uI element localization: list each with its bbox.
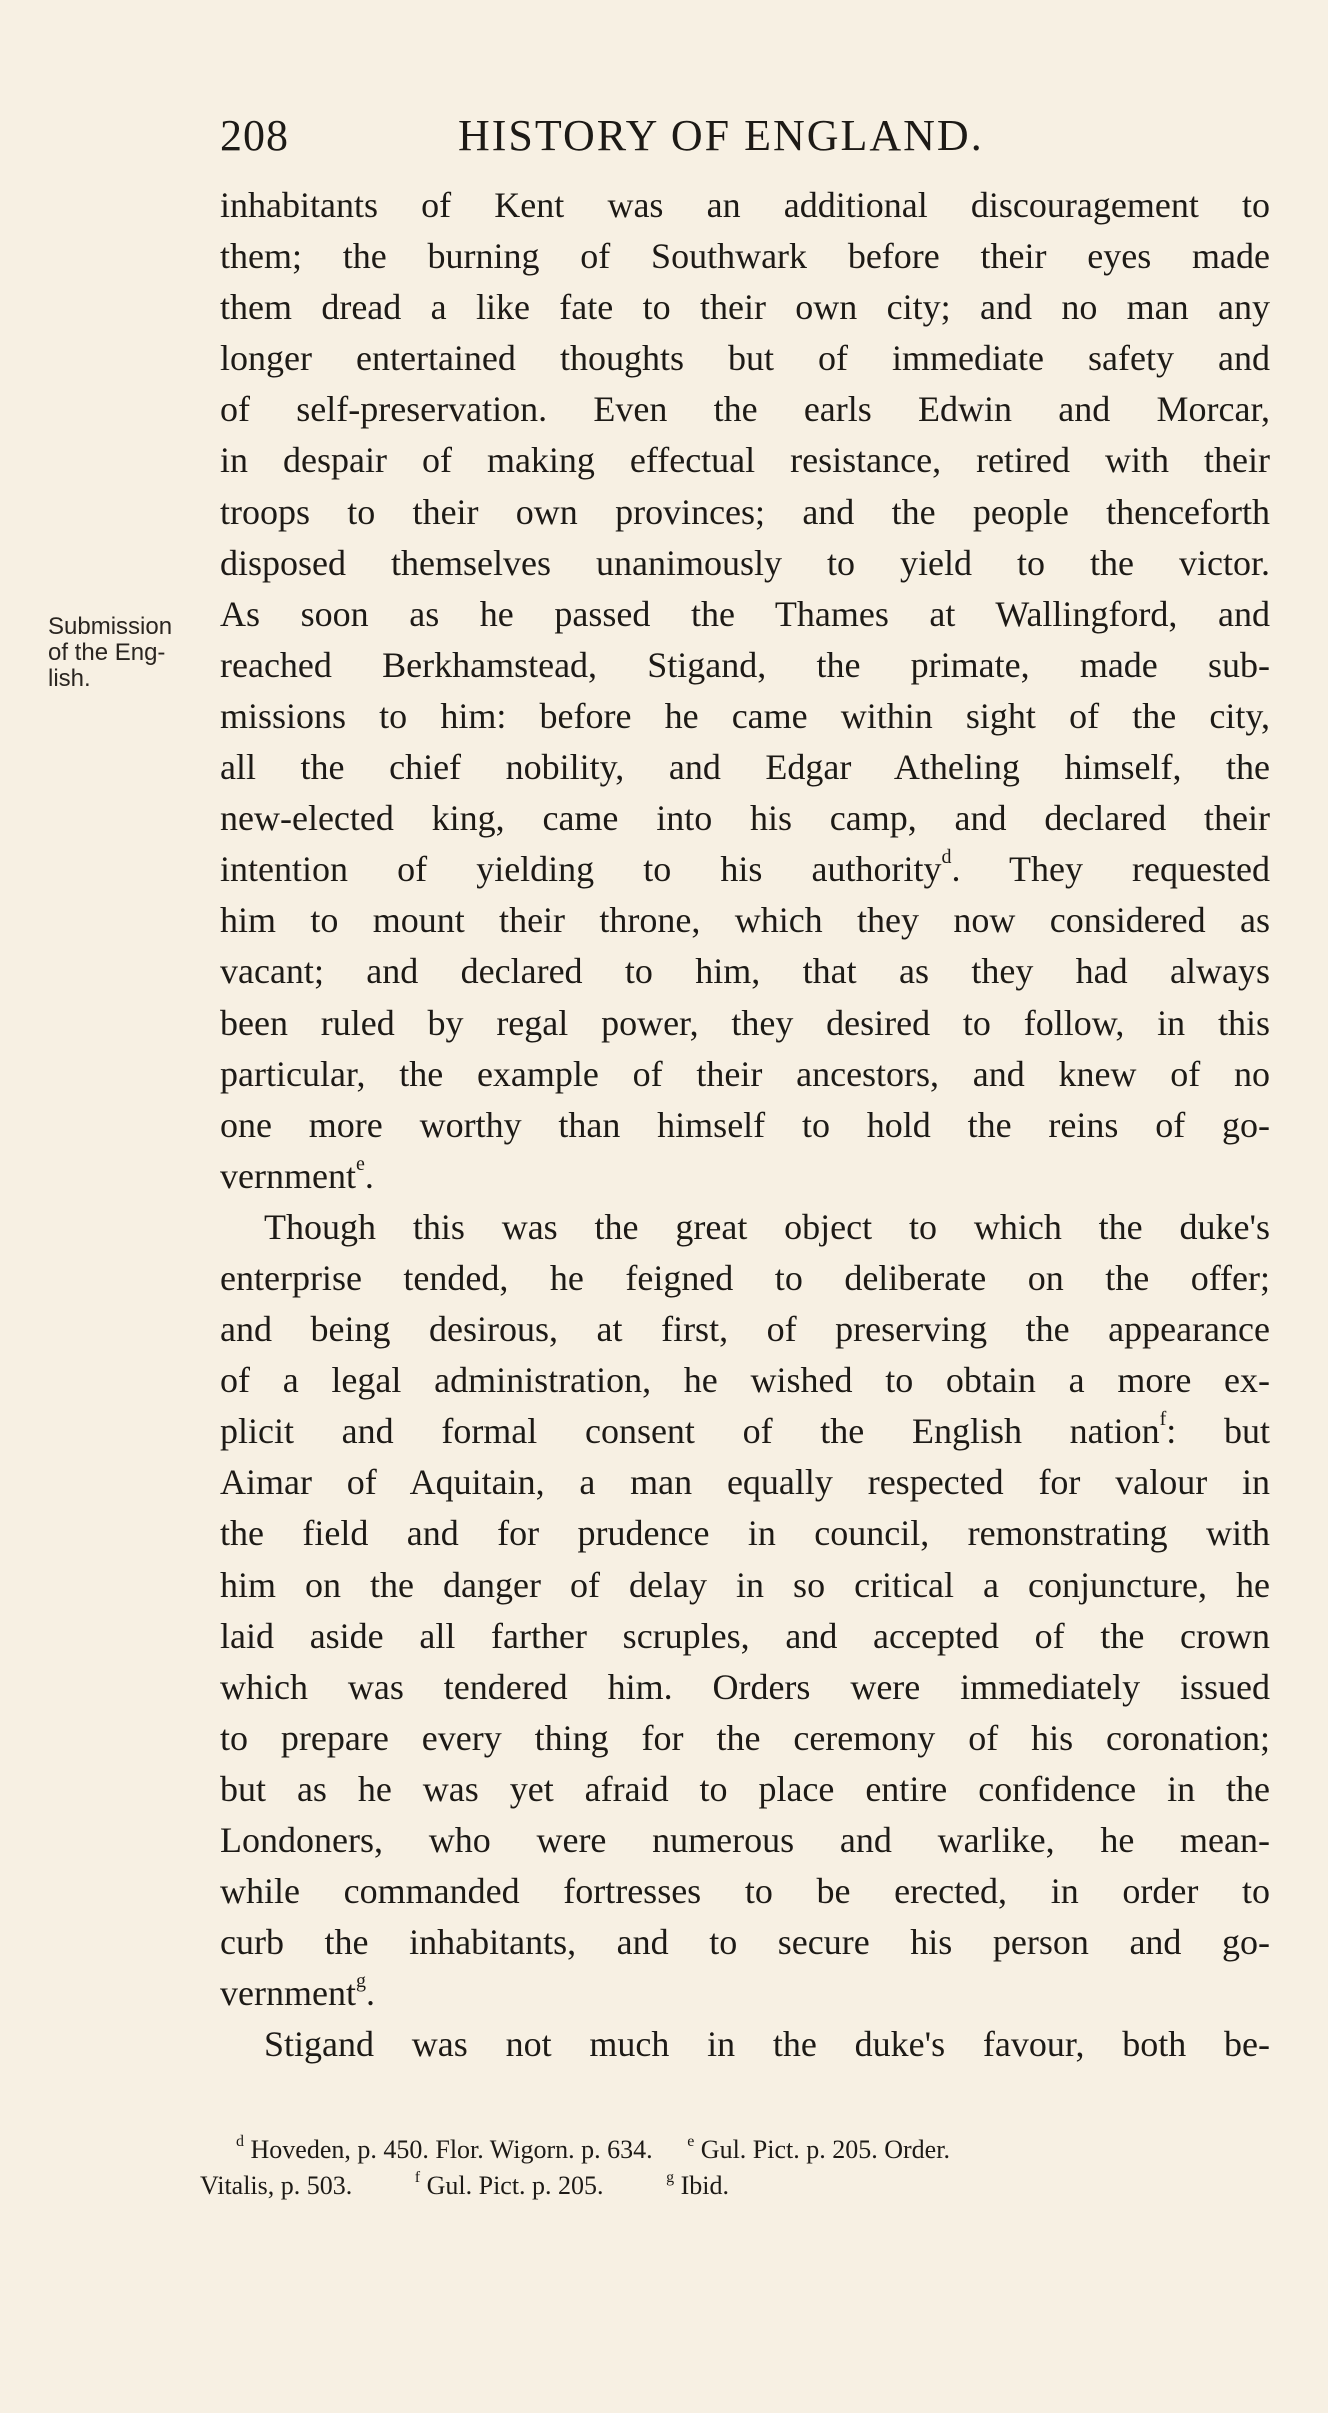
footnote-text: Gul. Pict. p. 205. — [426, 2171, 604, 2200]
margin-note-line: Submission — [48, 613, 173, 640]
text-line: Aimar of Aquitain, a man equally respected for valour in — [220, 1462, 1270, 1503]
text-line: laid aside all farther scruples, and accepted of the crown — [220, 1615, 1270, 1656]
text-segment: plicit and formal consent of the English nation — [220, 1411, 1160, 1452]
footnote-mark: g — [666, 2169, 675, 2186]
text-segment: intention of yielding to his authority — [220, 849, 942, 890]
footnote-mark: e — [687, 2133, 695, 2150]
text-line — [220, 1406, 1270, 1457]
footnote-text: Ibid. — [680, 2171, 729, 2200]
text-line: curb the inhabitants, and to secure his person and go- — [220, 1922, 1270, 1963]
text-line: which was tendered him. Orders were immediately issued — [220, 1666, 1270, 1707]
text-line: missions to him: before he came within sight of the city, — [220, 695, 1270, 736]
margin-note-line: lish. — [48, 665, 91, 692]
text-line: inhabitants of Kent was an additional discouragement to — [220, 185, 1270, 225]
footnotes — [200, 2132, 1270, 2204]
text-line: Londoners, who were numerous and warlike, he mean- — [220, 1820, 1270, 1860]
text-line: one more worthy than himself to hold the reins of go- — [220, 1104, 1270, 1145]
text-line: of a legal administration, he wished to obtain a more ex- — [220, 1360, 1270, 1401]
footnote-mark: f — [414, 2169, 421, 2186]
running-title: HISTORY OF ENGLAND. — [458, 111, 984, 160]
text-line: reached Berkhamstead, Stigand, the primate, made sub- — [220, 644, 1270, 685]
text-line — [220, 1151, 1270, 1202]
text-segment: : but — [1166, 1411, 1270, 1452]
page-number: 208 — [220, 111, 289, 160]
text-segment: vernment — [220, 1973, 356, 2014]
footnote-ref-g: g — [355, 1970, 366, 1993]
text-line: As soon as he passed the Thames at Wallingford, and — [220, 593, 1270, 634]
text-line: while commanded fortresses to be erected, in order to — [220, 1871, 1270, 1912]
margin-note — [48, 614, 220, 692]
text-segment: . They requested — [951, 849, 1270, 890]
margin-note-line: of the Eng- — [48, 639, 166, 666]
footnote-text: Vitalis, p. 503. — [200, 2171, 353, 2200]
text-line: new-elected king, came into his camp, and declared their — [220, 798, 1270, 839]
footnote-ref-e: e — [355, 1152, 365, 1175]
text-line: disposed themselves unanimously to yield to the victor. — [220, 542, 1270, 583]
text-line: of self-preservation. Even the earls Edwin and Morcar, — [220, 389, 1270, 430]
text-line: him on the danger of delay in so critical a conjuncture, he — [220, 1564, 1270, 1605]
text-line: Though this was the great object to which the duke's — [264, 1206, 1270, 1247]
text-line: all the chief nobility, and Edgar Atheling himself, the — [220, 747, 1270, 788]
footnote-text: Gul. Pict. p. 205. Order. — [700, 2135, 950, 2164]
footnote-mark: d — [236, 2133, 244, 2150]
text-segment: . — [365, 1973, 375, 2014]
footnote-line — [200, 2168, 1270, 2204]
text-line: them; the burning of Southwark before their eyes made — [220, 236, 1270, 277]
text-line — [220, 844, 1270, 895]
text-line: them dread a like fate to their own city; and no man any — [220, 287, 1270, 328]
body-text — [220, 180, 1270, 2070]
running-header — [220, 110, 1050, 170]
text-line: but as he was yet afraid to place entire confidence in the — [220, 1768, 1270, 1809]
text-line — [220, 1968, 1270, 2019]
text-segment: vernment — [220, 1155, 356, 1196]
text-line: and being desirous, at first, of preserving the appearance — [220, 1309, 1270, 1350]
footnote-text: Hoveden, p. 450. Flor. Wigorn. p. 634. — [250, 2135, 653, 2164]
text-line: particular, the example of their ancestors, and knew of no — [220, 1053, 1270, 1094]
text-line: enterprise tended, he feigned to deliberate on the offer; — [220, 1257, 1270, 1298]
text-line: in despair of making effectual resistance, retired with their — [220, 440, 1270, 481]
footnote-line — [200, 2132, 1270, 2168]
text-line: vacant; and declared to him, that as they had always — [220, 951, 1270, 992]
footnote-ref-d: d — [941, 846, 952, 869]
text-line: longer entertained thoughts but of immediate safety and — [220, 338, 1270, 379]
text-line: him to mount their throne, which they now considered as — [220, 900, 1270, 941]
footnote-ref-f: f — [1159, 1408, 1167, 1431]
text-line: to prepare every thing for the ceremony of his coronation; — [220, 1717, 1270, 1758]
text-line: the field and for prudence in council, remonstrating with — [220, 1513, 1270, 1554]
text-line: Stigand was not much in the duke's favour, both be- — [264, 2024, 1270, 2065]
text-segment: . — [364, 1155, 374, 1196]
text-line: troops to their own provinces; and the people thenceforth — [220, 491, 1270, 532]
text-line: been ruled by regal power, they desired to follow, in this — [220, 1002, 1270, 1043]
